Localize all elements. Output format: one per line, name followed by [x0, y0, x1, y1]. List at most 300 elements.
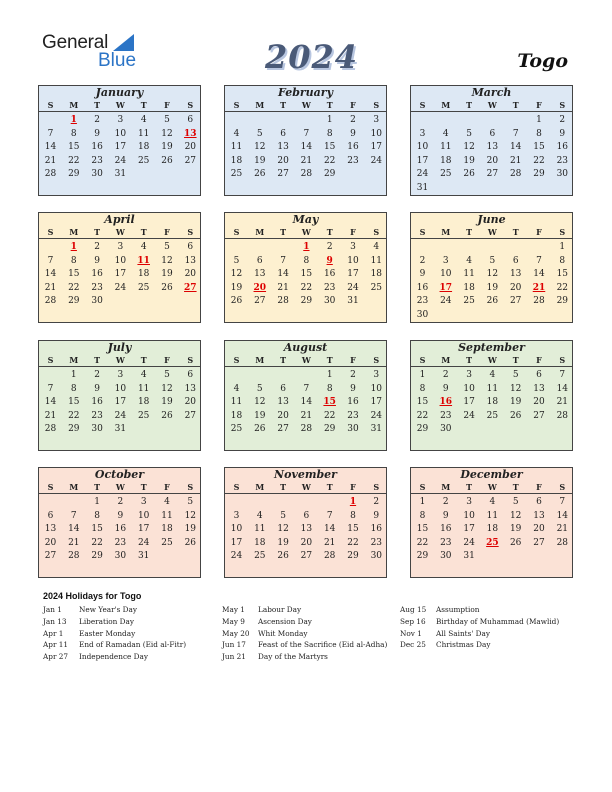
day-cell: 26	[230, 296, 243, 307]
weekday-header-row	[39, 227, 200, 239]
day-cell: 26	[463, 169, 475, 180]
day-cell: 3	[373, 370, 380, 380]
holiday-date: Apr 1	[43, 628, 64, 638]
weekday-header: T	[280, 482, 287, 492]
day-cell: 17	[114, 269, 127, 280]
weekday-header: W	[487, 227, 497, 237]
country-name: Togo	[517, 50, 568, 72]
day-cell: 3	[140, 497, 147, 507]
day-cell: 7	[303, 128, 310, 139]
weekday-header: W	[115, 482, 125, 492]
weekday-header-row	[225, 100, 386, 112]
holiday-day-cell: 1	[70, 115, 77, 125]
weekday-header: F	[350, 482, 356, 492]
day-cell: 9	[94, 383, 100, 394]
weekday-header: T	[466, 355, 473, 365]
weekday-header: T	[94, 227, 101, 237]
day-cell: 4	[233, 383, 240, 394]
day-cell: 23	[347, 410, 359, 421]
day-cell: 28	[68, 551, 80, 562]
holiday-name: Day of the Martyrs	[258, 652, 328, 662]
day-cell: 14	[556, 383, 569, 394]
day-cell: 15	[91, 524, 103, 535]
holiday-name: End of Ramadan (Eid al-Fitr)	[79, 640, 187, 650]
day-cell: 6	[280, 383, 286, 394]
day-cell: 23	[416, 296, 429, 307]
day-cell: 10	[137, 510, 150, 521]
day-cell: 18	[161, 524, 173, 535]
weekday-header: S	[419, 227, 426, 237]
day-cell: 29	[533, 169, 545, 180]
day-cell: 19	[509, 397, 522, 408]
day-cell: 29	[91, 551, 103, 562]
day-cell: 2	[559, 115, 566, 125]
month-name: October	[94, 468, 145, 481]
day-cell: 9	[350, 383, 356, 394]
weekday-header: S	[419, 482, 426, 492]
day-cell: 18	[137, 397, 150, 408]
holiday-name: Christmas Day	[436, 640, 491, 650]
weekday-header: T	[326, 100, 333, 110]
day-cell: 1	[419, 497, 426, 507]
day-cell: 29	[416, 424, 429, 435]
day-cell: 10	[114, 255, 127, 266]
day-cell: 30	[416, 310, 429, 320]
day-cell: 14	[323, 524, 336, 535]
day-cell: 10	[463, 510, 475, 521]
day-cell: 22	[347, 537, 359, 548]
day-cell: 29	[416, 551, 429, 562]
weekday-header: F	[536, 227, 542, 237]
day-cell: 30	[91, 296, 103, 307]
day-cell: 14	[44, 142, 57, 153]
weekday-header: F	[164, 227, 170, 237]
holiday-name: New Year's Day	[79, 605, 138, 614]
month-may	[224, 212, 387, 323]
day-cell: 16	[416, 282, 429, 293]
day-cell: 1	[536, 115, 542, 125]
day-cell: 21	[556, 397, 569, 408]
holiday-name: Ascension Day	[258, 616, 312, 626]
weekday-header: S	[373, 355, 380, 365]
day-cell: 18	[463, 282, 475, 293]
holiday-day-cell: 25	[486, 537, 499, 548]
day-cell: 12	[277, 524, 289, 535]
weekday-header-row	[39, 100, 200, 112]
day-cell: 24	[114, 282, 127, 293]
weekday-header: F	[536, 355, 542, 365]
day-cell: 7	[47, 128, 54, 139]
day-cell: 3	[466, 497, 472, 507]
holiday-day-cell: 16	[439, 397, 453, 408]
day-cell: 7	[70, 510, 77, 521]
day-cell: 17	[370, 142, 383, 153]
day-cell: 28	[323, 551, 336, 562]
holiday-day-cell: 27	[184, 282, 197, 293]
weekday-header: S	[373, 100, 380, 110]
day-cell: 12	[184, 510, 197, 521]
month-april	[38, 212, 201, 323]
weekday-header: F	[350, 355, 356, 365]
day-cell: 8	[70, 128, 77, 139]
month-name: December	[460, 468, 523, 481]
day-cell: 30	[91, 169, 103, 180]
logo-text-general: General	[42, 32, 109, 53]
day-cell: 6	[256, 255, 263, 266]
day-cell: 14	[300, 142, 313, 153]
day-cell: 26	[161, 155, 173, 166]
weekday-header: T	[512, 100, 519, 110]
day-cell: 13	[277, 397, 289, 408]
day-cell: 23	[440, 537, 452, 548]
weekday-header: F	[350, 100, 356, 110]
day-cell: 10	[370, 383, 383, 394]
day-cell: 28	[556, 410, 569, 421]
day-cell: 25	[254, 551, 266, 562]
day-cell: 2	[94, 115, 100, 125]
holiday-date: Jun 17	[222, 640, 246, 650]
day-cell: 7	[512, 128, 519, 139]
weekday-header: S	[373, 482, 380, 492]
day-cell: 1	[419, 370, 426, 380]
day-cell: 24	[114, 410, 127, 421]
day-cell: 16	[114, 524, 127, 535]
day-cell: 4	[140, 370, 147, 380]
day-cell: 13	[254, 269, 266, 280]
day-cell: 12	[254, 397, 266, 408]
weekday-header: T	[280, 100, 287, 110]
day-cell: 22	[68, 155, 80, 166]
day-cell: 7	[559, 497, 566, 507]
month-name: February	[277, 86, 333, 99]
weekday-header: S	[47, 100, 54, 110]
day-cell: 5	[164, 370, 170, 380]
holiday-date: Jun 21	[222, 652, 246, 662]
day-cell: 31	[370, 424, 383, 435]
weekday-header: W	[301, 355, 311, 365]
day-cell: 11	[254, 524, 266, 535]
day-cell: 21	[277, 282, 289, 293]
day-cell: 17	[114, 142, 127, 153]
day-cell: 21	[44, 410, 57, 421]
month-name: September	[458, 341, 525, 354]
day-cell: 19	[161, 142, 173, 153]
day-cell: 29	[68, 424, 80, 435]
day-cell: 18	[230, 410, 243, 421]
day-cell: 18	[137, 142, 150, 153]
day-cell: 5	[512, 370, 519, 380]
day-cell: 5	[233, 255, 240, 266]
day-cell: 23	[91, 410, 103, 421]
holiday-date: May 9	[222, 616, 245, 626]
day-cell: 15	[347, 524, 359, 535]
day-cell: 12	[463, 142, 475, 153]
day-cell: 25	[137, 410, 150, 421]
month-name: May	[292, 213, 319, 226]
day-cell: 28	[44, 424, 57, 435]
day-cell: 11	[230, 142, 243, 153]
day-cell: 25	[161, 537, 173, 548]
day-cell: 2	[94, 242, 100, 252]
day-cell: 24	[440, 296, 452, 307]
weekday-header: M	[441, 482, 451, 492]
day-cell: 18	[254, 537, 266, 548]
day-cell: 14	[44, 269, 57, 280]
day-cell: 11	[486, 383, 499, 394]
day-cell: 31	[416, 183, 429, 193]
day-cell: 23	[91, 155, 103, 166]
weekday-header-row	[411, 100, 572, 112]
day-cell: 22	[556, 282, 569, 293]
day-cell: 27	[184, 155, 197, 166]
day-cell: 25	[137, 282, 150, 293]
calendar-year: 2024	[265, 38, 359, 76]
day-cell: 20	[277, 155, 289, 166]
day-cell: 4	[489, 370, 496, 380]
day-cell: 3	[442, 255, 449, 266]
day-cell: 7	[47, 255, 54, 266]
day-cell: 28	[509, 169, 522, 180]
day-cell: 10	[230, 524, 243, 535]
day-cell: 26	[509, 410, 522, 421]
holiday-day-cell: 1	[349, 497, 357, 507]
day-cell: 10	[440, 269, 452, 280]
day-cell: 11	[137, 383, 150, 394]
day-cell: 20	[486, 155, 499, 166]
weekday-header: W	[487, 482, 497, 492]
month-name: November	[274, 468, 337, 481]
day-cell: 13	[277, 142, 289, 153]
day-cell: 27	[184, 410, 197, 421]
day-cell: 23	[370, 537, 383, 548]
day-cell: 11	[440, 142, 452, 153]
day-cell: 10	[114, 383, 127, 394]
day-cell: 5	[164, 115, 170, 125]
day-cell: 1	[70, 370, 77, 380]
day-cell: 26	[184, 537, 197, 548]
holiday-day-cell: 17	[439, 282, 453, 293]
day-cell: 2	[442, 497, 449, 507]
day-cell: 18	[486, 397, 499, 408]
day-cell: 2	[373, 497, 380, 507]
weekday-header: S	[47, 355, 54, 365]
day-cell: 2	[350, 115, 356, 125]
day-cell: 8	[326, 128, 333, 139]
holiday-name: Independence Day	[79, 652, 148, 662]
holiday-name: Easter Monday	[79, 628, 136, 638]
weekday-header: T	[466, 227, 473, 237]
day-cell: 30	[91, 424, 103, 435]
day-cell: 22	[91, 537, 103, 548]
day-cell: 21	[509, 155, 522, 166]
day-cell: 19	[254, 155, 266, 166]
day-cell: 26	[161, 282, 173, 293]
day-cell: 12	[254, 142, 266, 153]
month-name: July	[107, 341, 132, 354]
day-cell: 18	[486, 524, 499, 535]
weekday-header: M	[255, 482, 265, 492]
weekday-header: M	[255, 227, 265, 237]
weekday-header: T	[466, 100, 473, 110]
day-cell: 1	[94, 497, 100, 507]
day-cell: 16	[556, 142, 569, 153]
day-cell: 28	[44, 169, 57, 180]
holiday-date: Dec 25	[400, 640, 426, 650]
day-cell: 17	[463, 524, 475, 535]
day-cell: 20	[184, 269, 197, 280]
day-cell: 6	[512, 255, 519, 266]
day-cell: 23	[114, 537, 127, 548]
weekday-header: S	[187, 100, 194, 110]
day-cell: 19	[161, 269, 173, 280]
holiday-day-cell: 11	[137, 255, 150, 266]
day-cell: 28	[44, 296, 57, 307]
day-cell: 18	[440, 155, 452, 166]
day-cell: 23	[347, 155, 359, 166]
weekday-header-row	[225, 355, 386, 367]
day-cell: 17	[137, 524, 150, 535]
holiday-date: Jan 13	[43, 616, 67, 626]
day-cell: 22	[416, 410, 429, 421]
weekday-header: S	[187, 355, 194, 365]
month-name: March	[471, 86, 512, 99]
weekday-header: S	[233, 482, 240, 492]
day-cell: 6	[536, 497, 542, 507]
day-cell: 25	[370, 282, 383, 293]
day-cell: 15	[300, 269, 313, 280]
weekday-header: T	[140, 355, 147, 365]
day-cell: 10	[347, 255, 359, 266]
weekday-header: T	[326, 482, 333, 492]
day-cell: 19	[254, 410, 266, 421]
weekday-header: F	[164, 100, 170, 110]
day-cell: 21	[323, 537, 336, 548]
day-cell: 27	[254, 296, 266, 307]
day-cell: 14	[68, 524, 80, 535]
day-cell: 8	[559, 255, 566, 266]
day-cell: 13	[184, 255, 197, 266]
day-cell: 13	[300, 524, 313, 535]
month-september	[410, 340, 573, 451]
day-cell: 29	[556, 296, 569, 307]
day-cell: 12	[161, 383, 173, 394]
day-cell: 28	[533, 296, 545, 307]
day-cell: 2	[94, 370, 100, 380]
weekday-header: M	[255, 100, 265, 110]
month-november	[224, 467, 387, 578]
holiday-name: Birthday of Muhammad (Mawlid)	[436, 616, 560, 626]
day-cell: 31	[114, 169, 127, 180]
day-cell: 30	[440, 551, 452, 562]
weekday-header: T	[280, 355, 287, 365]
weekday-header: F	[164, 482, 170, 492]
month-october	[38, 467, 201, 578]
day-cell: 2	[326, 242, 333, 252]
day-cell: 4	[140, 242, 147, 252]
weekday-header: T	[140, 100, 147, 110]
month-february	[224, 85, 387, 196]
month-july	[38, 340, 201, 451]
day-cell: 8	[419, 383, 426, 394]
day-cell: 8	[326, 383, 333, 394]
day-cell: 17	[463, 397, 475, 408]
day-cell: 4	[489, 497, 496, 507]
day-cell: 7	[47, 383, 54, 394]
weekday-header: S	[233, 100, 240, 110]
day-cell: 26	[254, 424, 266, 435]
holiday-day-cell: 20	[253, 282, 267, 293]
day-cell: 1	[326, 370, 333, 380]
holiday-name: Assumption	[436, 605, 480, 614]
day-cell: 30	[347, 424, 359, 435]
day-cell: 27	[486, 169, 499, 180]
day-cell: 8	[303, 255, 310, 266]
day-cell: 25	[230, 169, 243, 180]
day-cell: 21	[556, 524, 569, 535]
day-cell: 26	[277, 551, 289, 562]
weekday-header: M	[69, 482, 79, 492]
weekday-header: W	[301, 100, 311, 110]
weekday-header: W	[487, 355, 497, 365]
day-cell: 20	[533, 397, 545, 408]
day-cell: 6	[187, 370, 194, 380]
day-cell: 12	[486, 269, 499, 280]
day-cell: 9	[350, 128, 356, 139]
day-cell: 20	[277, 410, 289, 421]
weekday-header: T	[94, 100, 101, 110]
holiday-day-cell: 1	[303, 242, 310, 252]
weekday-header: W	[301, 482, 311, 492]
day-cell: 16	[91, 397, 103, 408]
weekday-header: M	[69, 100, 79, 110]
month-name: August	[283, 341, 328, 354]
day-cell: 17	[230, 537, 243, 548]
day-cell: 27	[44, 551, 57, 562]
holiday-date: May 20	[222, 628, 250, 638]
holidays-title: 2024 Holidays for Togo	[43, 591, 142, 601]
day-cell: 17	[347, 269, 359, 280]
day-cell: 25	[230, 424, 243, 435]
day-cell: 19	[509, 524, 522, 535]
day-cell: 9	[442, 383, 449, 394]
day-cell: 27	[277, 169, 289, 180]
day-cell: 13	[509, 269, 522, 280]
day-cell: 19	[230, 282, 243, 293]
day-cell: 12	[509, 510, 522, 521]
day-cell: 19	[486, 282, 499, 293]
day-cell: 26	[486, 296, 499, 307]
day-cell: 22	[300, 282, 313, 293]
day-cell: 11	[230, 397, 243, 408]
day-cell: 23	[91, 282, 103, 293]
day-cell: 29	[323, 169, 336, 180]
weekday-header: W	[115, 100, 125, 110]
day-cell: 20	[184, 142, 197, 153]
weekday-header: M	[441, 100, 451, 110]
day-cell: 3	[373, 115, 380, 125]
day-cell: 17	[114, 397, 127, 408]
day-cell: 3	[419, 128, 426, 139]
day-cell: 11	[137, 128, 150, 139]
day-cell: 8	[536, 128, 542, 139]
day-cell: 8	[419, 510, 426, 521]
weekday-header: T	[326, 227, 333, 237]
weekday-header: T	[94, 355, 101, 365]
weekday-header: S	[187, 482, 194, 492]
day-cell: 8	[94, 510, 100, 521]
day-cell: 9	[94, 255, 100, 266]
holiday-date: Sep 16	[400, 616, 426, 626]
